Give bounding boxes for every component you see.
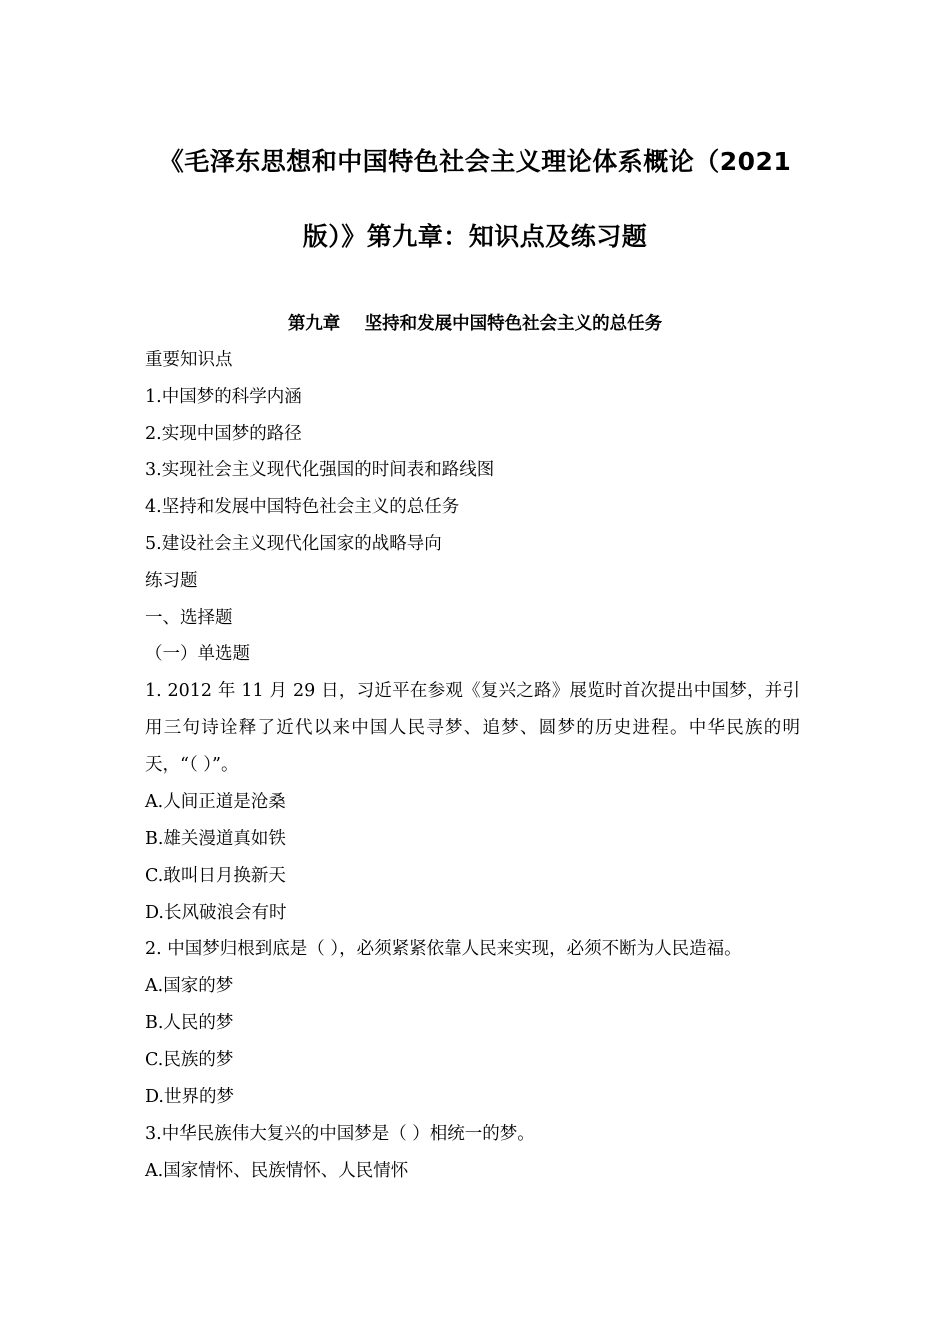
key-point-item: 5.建设社会主义现代化国家的战略导向	[145, 533, 442, 554]
answer-option: C.敢叫日月换新天	[145, 865, 286, 886]
title-line-2: 版）》第九章：知识点及练习题	[302, 222, 648, 251]
question-text: 3.中华民族伟大复兴的中国梦是（ ）相统一的梦。	[145, 1123, 535, 1144]
answer-option: D.长风破浪会有时	[145, 902, 287, 923]
title-line-1: 《毛泽东思想和中国特色社会主义理论体系概论（2021	[158, 147, 792, 176]
answer-option: A.国家情怀、民族情怀、人民情怀	[145, 1160, 409, 1181]
section-heading: 一、选择题	[145, 607, 233, 628]
answer-option: C.民族的梦	[145, 1049, 234, 1070]
answer-option: A.国家的梦	[145, 976, 234, 997]
answer-option: A.人间正道是沧桑	[145, 792, 286, 813]
key-point-item: 2.实现中国梦的路径	[145, 423, 302, 444]
answer-option: B.人民的梦	[145, 1013, 234, 1034]
key-point-item: 1.中国梦的科学内涵	[145, 386, 302, 407]
key-points-heading: 重要知识点	[145, 350, 233, 370]
answer-option: D.世界的梦	[145, 1086, 234, 1107]
question-text: 1. 2012 年 11 月 29 日，习近平在参观《复兴之路》展览时首次提出中国梦，并引用三句诗诠释了近代以来中国人民寻梦、追梦、圆梦的历史进程。中华民族的明天，“（ ）”。	[145, 681, 800, 776]
document-body	[145, 342, 800, 1189]
answer-option: B.雄关漫道真如铁	[145, 828, 286, 849]
document-title	[145, 124, 805, 274]
exercises-heading: 练习题	[145, 570, 198, 591]
key-point-item: 4.坚持和发展中国特色社会主义的总任务	[145, 497, 460, 518]
key-point-item: 3.实现社会主义现代化强国的时间表和路线图	[145, 460, 495, 481]
subsection-heading: （一）单选题	[145, 644, 250, 665]
chapter-heading: 第九章 坚持和发展中国特色社会主义的总任务	[287, 314, 663, 334]
question-text: 2. 中国梦归根到底是（ ），必须紧紧依靠人民来实现，必须不断为人民造福。	[145, 939, 742, 960]
